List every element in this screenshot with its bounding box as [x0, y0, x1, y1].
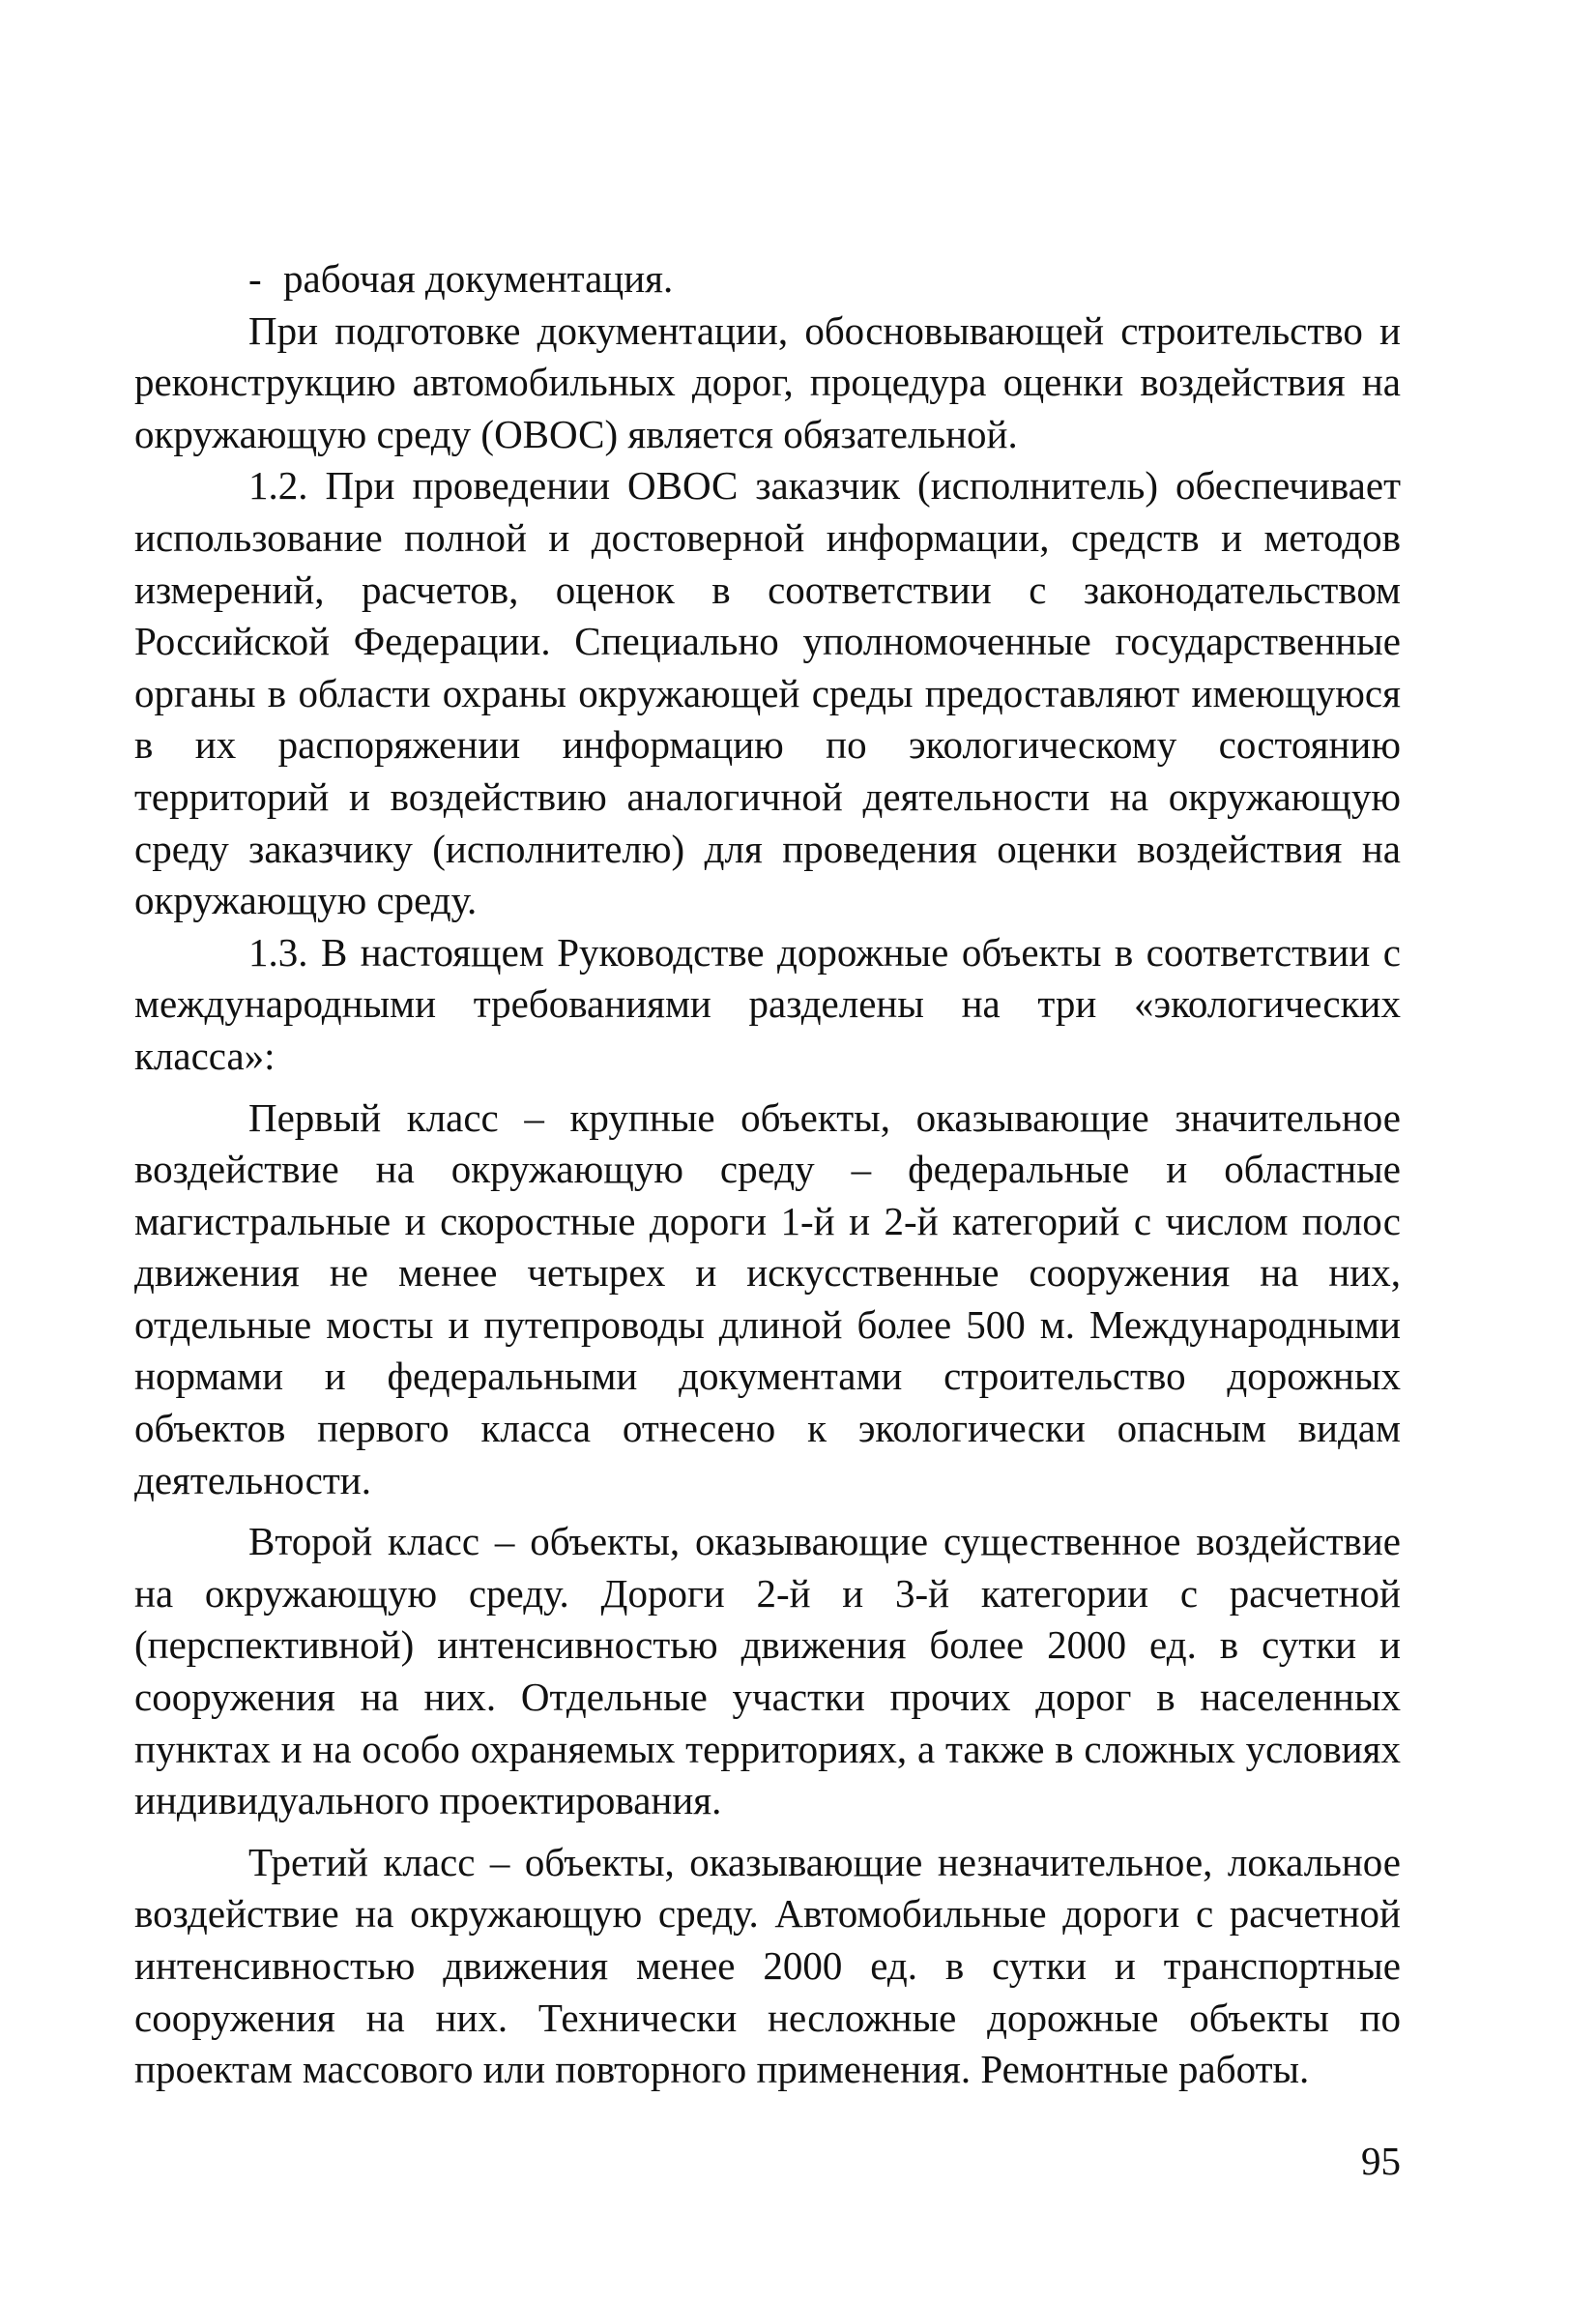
paragraph-1-3: 1.3. В настоящем Руководстве дорожные объекты в соответствии с международными требованиями разделены на три «экологических класса»: — [134, 929, 1401, 1078]
paragraph-ovos-required: При подготовке документации, обосновывающей строительство и реконструкцию автомобильных дорог, процедура оценки воздействия на окружающую среду (ОВОС) является обязательной. — [134, 307, 1401, 456]
paragraph-third-class: Третий класс – объекты, оказывающие незначительное, локальное воздействие на окружающую среду. Автомобильные дороги с расчетной интенсивностью движения менее 2000 ед. в сутки и транспортные сооружения на них. Технически несложные дорожные объекты по проектам массового или повторного применения. Ремонтные работы. — [134, 1839, 1401, 2092]
list-item-marker: - — [248, 256, 262, 301]
paragraph-first-class: Первый класс – крупные объекты, оказывающие значительное воздействие на окружающую среду – федеральные и областные магистральные и скоростные дороги 1-й и 2-й категорий с числом полос движения не менее четырех и искусственные сооружения на них, отдельные мосты и путепроводы длиной более 500 м. Международными нормами и федеральными документами строительство дорожных объектов первого класса отнесено к экологически опасным видам деятельности. — [134, 1094, 1401, 1502]
paragraph-1-2: 1.2. При проведении ОВОС заказчик (исполнитель) обеспечивает использование полной и достоверной информации, средств и методов измерений, расчетов, оценок в соответствии с законодательством Российской Федерации. Специально уполномоченные государственные органы в области охраны окружающей среды предоставляют имеющуюся в их распоряжении информацию по экологическому состоянию территорий и воздействию аналогичной деятельности на окружающую среду заказчику (исполнителю) для проведения оценки воздействия на окружающую среду. — [134, 463, 1401, 923]
list-item — [134, 253, 1401, 306]
page-number: 95 — [1361, 2139, 1401, 2183]
body-text — [134, 253, 1401, 2096]
paragraph-second-class: Второй класс – объекты, оказывающие существенное воздействие на окружающую среду. Дороги 2-й и 3-й категории с расчетной (перспективной) интенсивностью движения более 2000 ед. в сутки и сооружения на них. Отдельные участки прочих дорог в населенных пунктах и на особо охраняемых территориях, а также в сложных условиях индивидуального проектирования. — [134, 1519, 1401, 1823]
list-item-text: рабочая документация. — [283, 256, 674, 301]
